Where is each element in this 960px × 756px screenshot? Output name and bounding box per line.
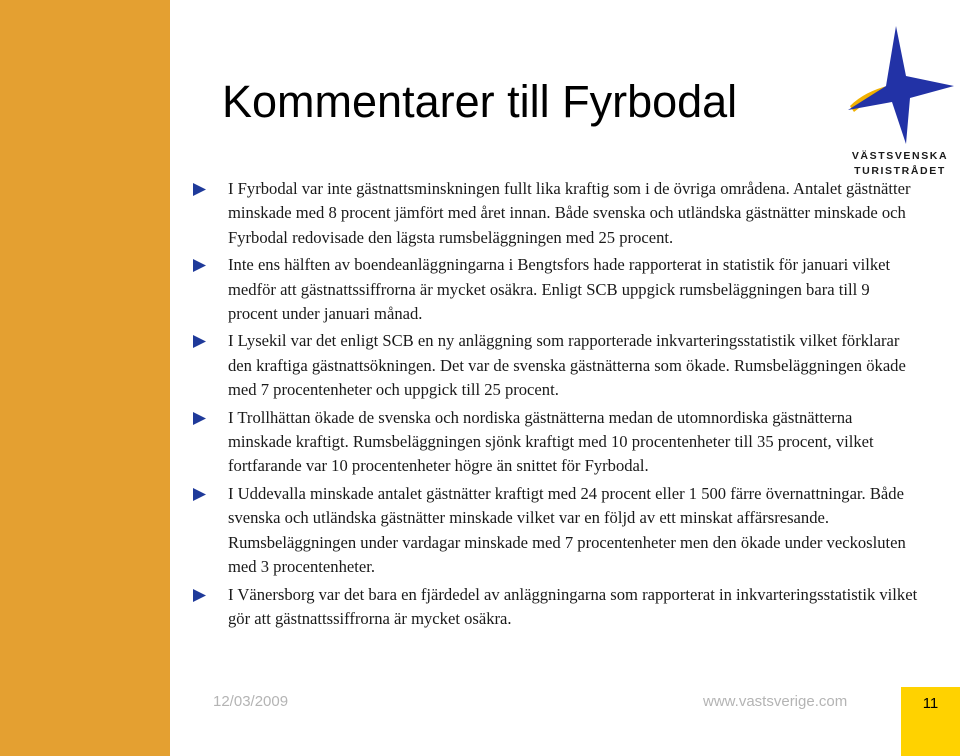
triangle-bullet-icon	[192, 589, 206, 602]
bullet-item	[228, 177, 918, 250]
bullet-text: Inte ens hälften av boendeanläggningarna i Bengtsfors hade rapporterat in statistik för januari vilket medför att gästnattssiffrorna är mycket osäkra. Enligt SCB uppgick rumsbeläggningen bara till 9 procent under januari månad.	[228, 255, 891, 324]
footer-website-link[interactable]: www.vastsverige.com	[703, 693, 848, 710]
bullet-text: I Vänersborg var det bara en fjärdedel av anläggningarna som rapporterat in inkvarteringsstatistik vilket gör att gästnattssiffrorna är mycket osäkra.	[228, 584, 918, 628]
bullet-item	[228, 583, 918, 632]
bullet-text: I Uddevalla minskade antalet gästnätter kraftigt med 24 procent eller 1 500 färre övernattningar. Både svenska och utländska gästnätter minskade vilket var en följd av ett minskat affärsresande. Rumsbeläggningen under vardagar minskade med 7 procentenheter men den ökade under veckosluten med 3 procentenheter.	[228, 483, 906, 577]
bullet-list	[228, 177, 918, 634]
bullet-item	[228, 482, 918, 580]
bullet-item	[228, 406, 918, 479]
logo-text-line2: TURISTRÅDET	[854, 165, 946, 177]
footer-date: 12/03/2009	[213, 693, 289, 710]
side-accent-bar	[0, 0, 170, 756]
triangle-bullet-icon	[192, 412, 206, 425]
triangle-bullet-icon	[192, 183, 206, 196]
bullet-text: I Fyrbodal var inte gästnattsminskningen fullt lika kraftig som i de övriga områdena. Antalet gästnätter minskade med 8 procent jämfört med året innan. Både svenska och utländska gästnätter minskade och Fyrbodal redovisade den lägsta rumsbeläggningen med 25 procent.	[228, 179, 911, 247]
triangle-bullet-icon	[192, 259, 206, 272]
bullet-item	[228, 329, 918, 402]
triangle-bullet-icon	[192, 335, 206, 348]
bullet-item	[228, 253, 918, 326]
logo-star	[848, 26, 954, 144]
page-number: 11	[922, 695, 939, 712]
slide-title: Kommentarer till Fyrbodal	[222, 76, 738, 127]
page-number-box	[901, 687, 960, 756]
bullet-text: I Lysekil var det enligt SCB en ny anläggning som rapporterade inkvarteringsstatistik vilket förklarar den kraftiga gästnattsökningen. Det var de svenska gästnätterna som ökade. Rumsbeläggningen ökade med 7 procentenheter och uppgick till 25 procent.	[228, 331, 906, 400]
triangle-bullet-icon	[192, 488, 206, 501]
star-logo-icon	[840, 20, 960, 180]
bullet-text: I Trollhättan ökade de svenska och nordiska gästnätterna medan de utomnordiska gästnätterna minskade kraftigt. Rumsbeläggningen sjönk kraftigt med 10 procentenheter till 35 procent, vilket fortfarande var 10 procentenheter högre än snittet för Fyrbodal.	[228, 407, 874, 476]
logo-text-line1: VÄSTSVENSKA	[851, 150, 949, 162]
